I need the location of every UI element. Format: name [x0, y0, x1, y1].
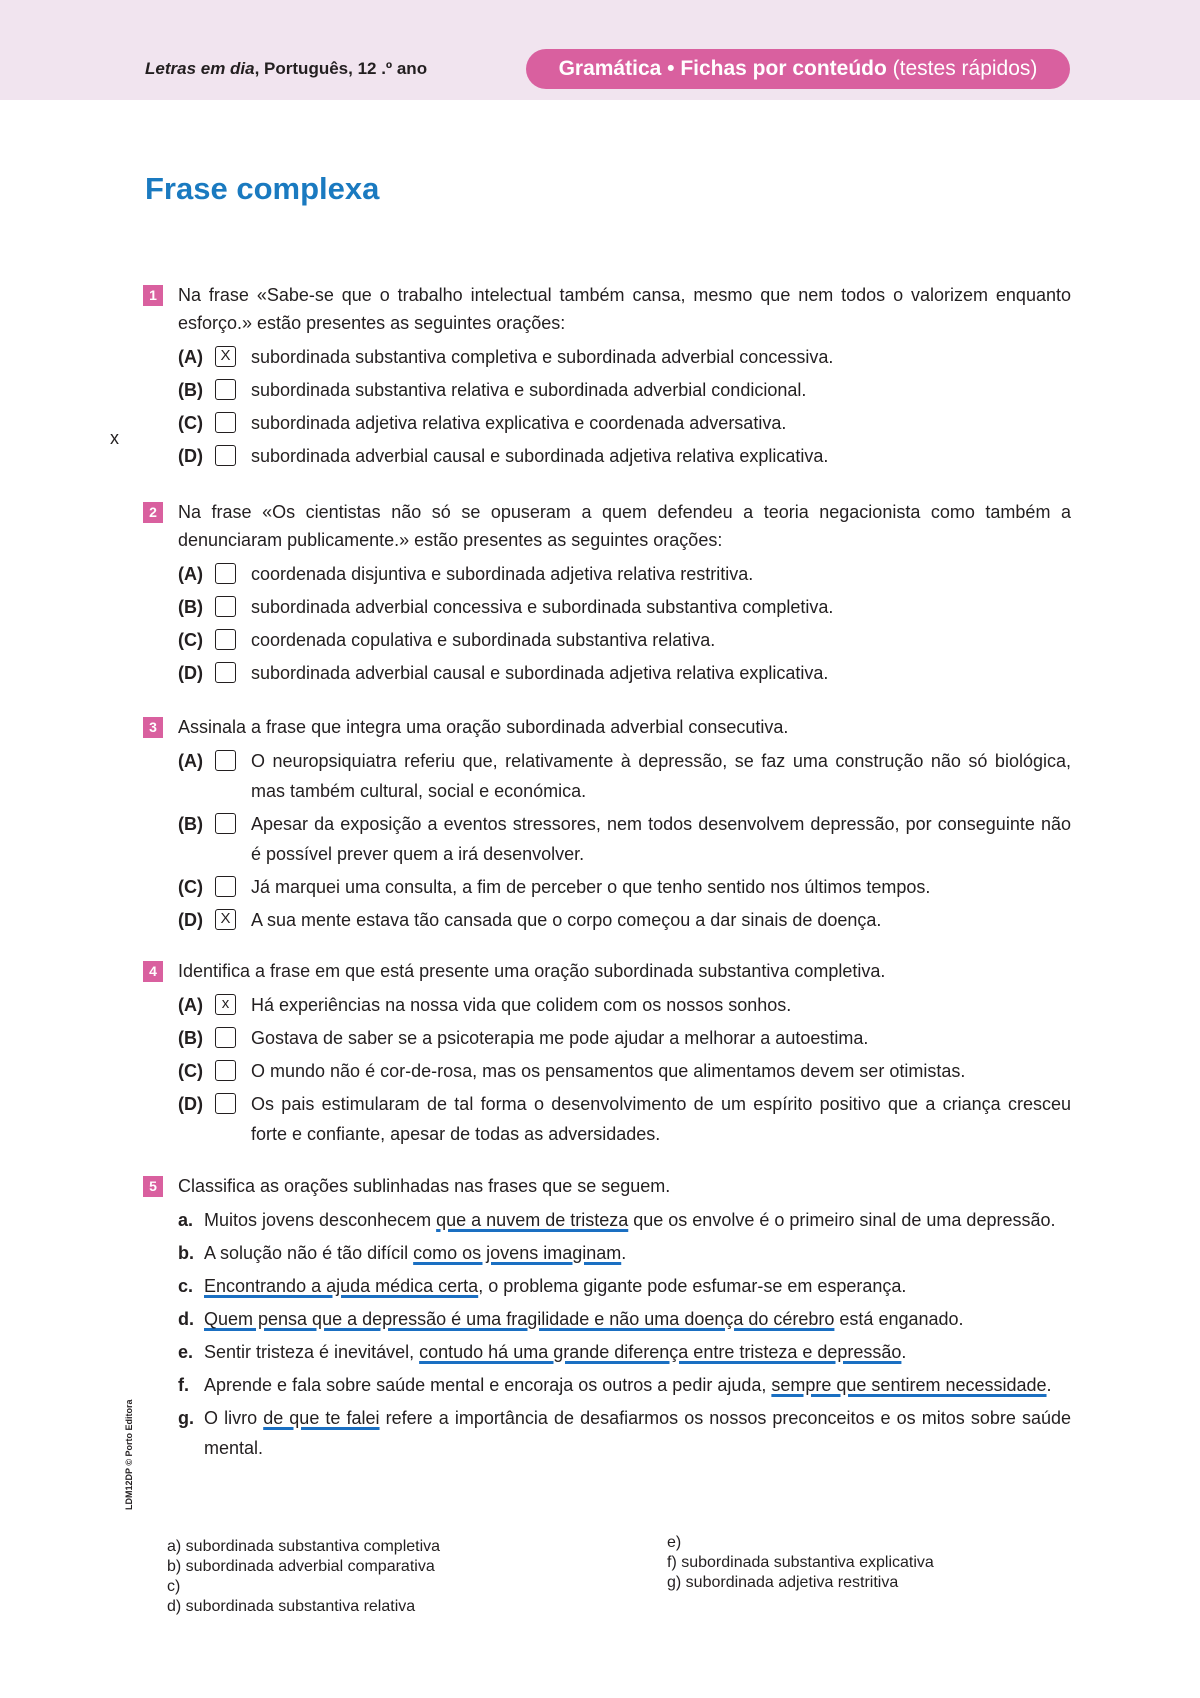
checkbox[interactable]	[215, 563, 236, 584]
sentence-f: f. Aprende e fala sobre saúde mental e encoraja os outros a pedir ajuda, sempre que sentirem necessidade.	[178, 1375, 1052, 1395]
question-2	[143, 498, 1071, 688]
option-c: (C) coordenada copulativa e subordinada substantiva relativa.	[178, 630, 716, 650]
question-number: 3	[143, 717, 163, 738]
checkbox[interactable]	[215, 379, 236, 400]
answer-line: c)	[167, 1578, 181, 1595]
option-d: (D) Os pais estimularam de tal forma o desenvolvimento de um espírito positivo que a criança cresceu forte e confiante, apesar de todas as adversidades.	[178, 1094, 1071, 1144]
checkbox[interactable]	[215, 445, 236, 466]
sentence-a: a. Muitos jovens desconhecem que a nuvem de tristeza que os envolve é o primeiro sinal de uma depressão.	[178, 1210, 1056, 1230]
question-5	[143, 1172, 1071, 1463]
option-b: (B) Apesar da exposição a eventos stressores, nem todos desenvolvem depressão, por conseguinte não é possível prever quem a irá desenvolver.	[178, 814, 1071, 864]
checkbox[interactable]	[215, 1027, 236, 1048]
answer-line: b) subordinada adverbial comparativa	[167, 1558, 435, 1575]
question-4	[143, 957, 1071, 1149]
option-a: (A) O neuropsiquiatra referiu que, relativamente à depressão, se faz uma construção não só biológica, mas também cultural, social e económica.	[178, 751, 1071, 801]
answer-line: d) subordinada substantiva relativa	[167, 1598, 416, 1615]
checkbox[interactable]	[215, 412, 236, 433]
option-a: (A) coordenada disjuntiva e subordinada adjetiva relativa restritiva.	[178, 564, 754, 584]
question-text: Identifica a frase em que está presente uma oração subordinada substantiva completiva.	[178, 961, 886, 981]
checkbox[interactable]	[215, 876, 236, 897]
underlined-clause: Quem pensa que a depressão é uma fragilidade e não uma doença do cérebro	[204, 1309, 835, 1329]
checkbox[interactable]: x	[215, 994, 236, 1015]
sentence-b: b. A solução não é tão difícil como os jovens imaginam.	[178, 1243, 627, 1263]
checkbox[interactable]	[215, 596, 236, 617]
answer-line: e)	[667, 1534, 682, 1551]
checkbox[interactable]	[215, 813, 236, 834]
option-c: (C) Já marquei uma consulta, a fim de perceber o que tenho sentido nos últimos tempos.	[178, 877, 931, 897]
page-title: Frase complexa	[145, 171, 380, 206]
question-text: Na frase «Sabe-se que o trabalho intelectual também cansa, mesmo que nem todos o valorizem enquanto esforço.» estão presentes as seguintes orações:	[178, 285, 1071, 333]
answers-right	[667, 1533, 934, 1593]
stray-mark: x	[110, 428, 119, 448]
option-a: (A) x Há experiências na nossa vida que colidem com os nossos sonhos.	[178, 995, 792, 1015]
sentence-g: g. O livro de que te falei refere a importância de desafiarmos os nossos preconceitos e os mitos sobre saúde mental.	[178, 1408, 1071, 1458]
question-number: 2	[143, 502, 163, 523]
question-number: 4	[143, 961, 163, 982]
checkbox[interactable]	[215, 1060, 236, 1081]
checkbox[interactable]	[215, 1093, 236, 1114]
sentence-c: c. Encontrando a ajuda médica certa, o problema gigante pode esfumar-se em esperança.	[178, 1276, 907, 1296]
option-c: (C) subordinada adjetiva relativa explicativa e coordenada adversativa.	[178, 413, 787, 433]
option-b: (B) subordinada substantiva relativa e subordinada adverbial condicional.	[178, 380, 807, 400]
option-d: (D) X A sua mente estava tão cansada que o corpo começou a dar sinais de doença.	[178, 910, 882, 930]
question-number: 5	[143, 1176, 163, 1197]
checkbox[interactable]: X	[215, 909, 236, 930]
checkbox[interactable]	[215, 662, 236, 683]
underlined-clause: de que te falei	[263, 1408, 380, 1428]
section-badge: Gramática • Fichas por conteúdo (testes rápidos)	[526, 49, 1070, 89]
question-text: Assinala a frase que integra uma oração subordinada adverbial consecutiva.	[178, 717, 789, 737]
book-title: Letras em dia, Português, 12 .º ano	[145, 59, 428, 78]
underlined-clause: Encontrando a ajuda médica certa	[204, 1276, 479, 1296]
checkbox[interactable]: X	[215, 346, 236, 367]
answer-line: g) subordinada adjetiva restritiva	[667, 1574, 899, 1591]
underlined-clause: como os jovens imaginam	[413, 1243, 622, 1263]
underlined-clause: que a nuvem de tristeza	[436, 1210, 629, 1230]
underlined-clause: contudo há uma grande diferença entre tristeza e depressão	[419, 1342, 902, 1362]
option-b: (B) Gostava de saber se a psicoterapia me pode ajudar a melhorar a autoestima.	[178, 1028, 869, 1048]
underlined-clause: sempre que sentirem necessidade	[771, 1375, 1047, 1395]
option-b: (B) subordinada adverbial concessiva e subordinada substantiva completiva.	[178, 597, 834, 617]
option-a: (A) X subordinada substantiva completiva e subordinada adverbial concessiva.	[178, 347, 834, 367]
option-d: (D) subordinada adverbial causal e subordinada adjetiva relativa explicativa.	[178, 446, 829, 466]
checkbox[interactable]	[215, 750, 236, 771]
question-3	[143, 713, 1071, 935]
answers-left	[167, 1537, 440, 1617]
page-header	[0, 0, 1200, 100]
checkbox[interactable]	[215, 629, 236, 650]
question-number: 1	[143, 285, 163, 306]
question-text: Na frase «Os cientistas não só se opuseram a quem defendeu a teoria negacionista como também a denunciaram publicamente.» estão presentes as seguintes orações:	[178, 502, 1071, 550]
option-c: (C) O mundo não é cor-de-rosa, mas os pensamentos que alimentamos devem ser otimistas.	[178, 1061, 966, 1081]
option-d: (D) subordinada adverbial causal e subordinada adjetiva relativa explicativa.	[178, 663, 829, 683]
question-text: Classifica as orações sublinhadas nas frases que se seguem.	[178, 1176, 671, 1196]
copyright-note: LDM12DP © Porto Editora	[124, 1399, 134, 1510]
answer-line: f) subordinada substantiva explicativa	[667, 1554, 934, 1571]
question-1	[143, 281, 1071, 471]
sentence-e: e. Sentir tristeza é inevitável, contudo há uma grande diferença entre tristeza e depressão.	[178, 1342, 907, 1362]
answer-line: a) subordinada substantiva completiva	[167, 1538, 441, 1555]
sentence-d: d. Quem pensa que a depressão é uma fragilidade e não uma doença do cérebro está enganado.	[178, 1309, 964, 1329]
